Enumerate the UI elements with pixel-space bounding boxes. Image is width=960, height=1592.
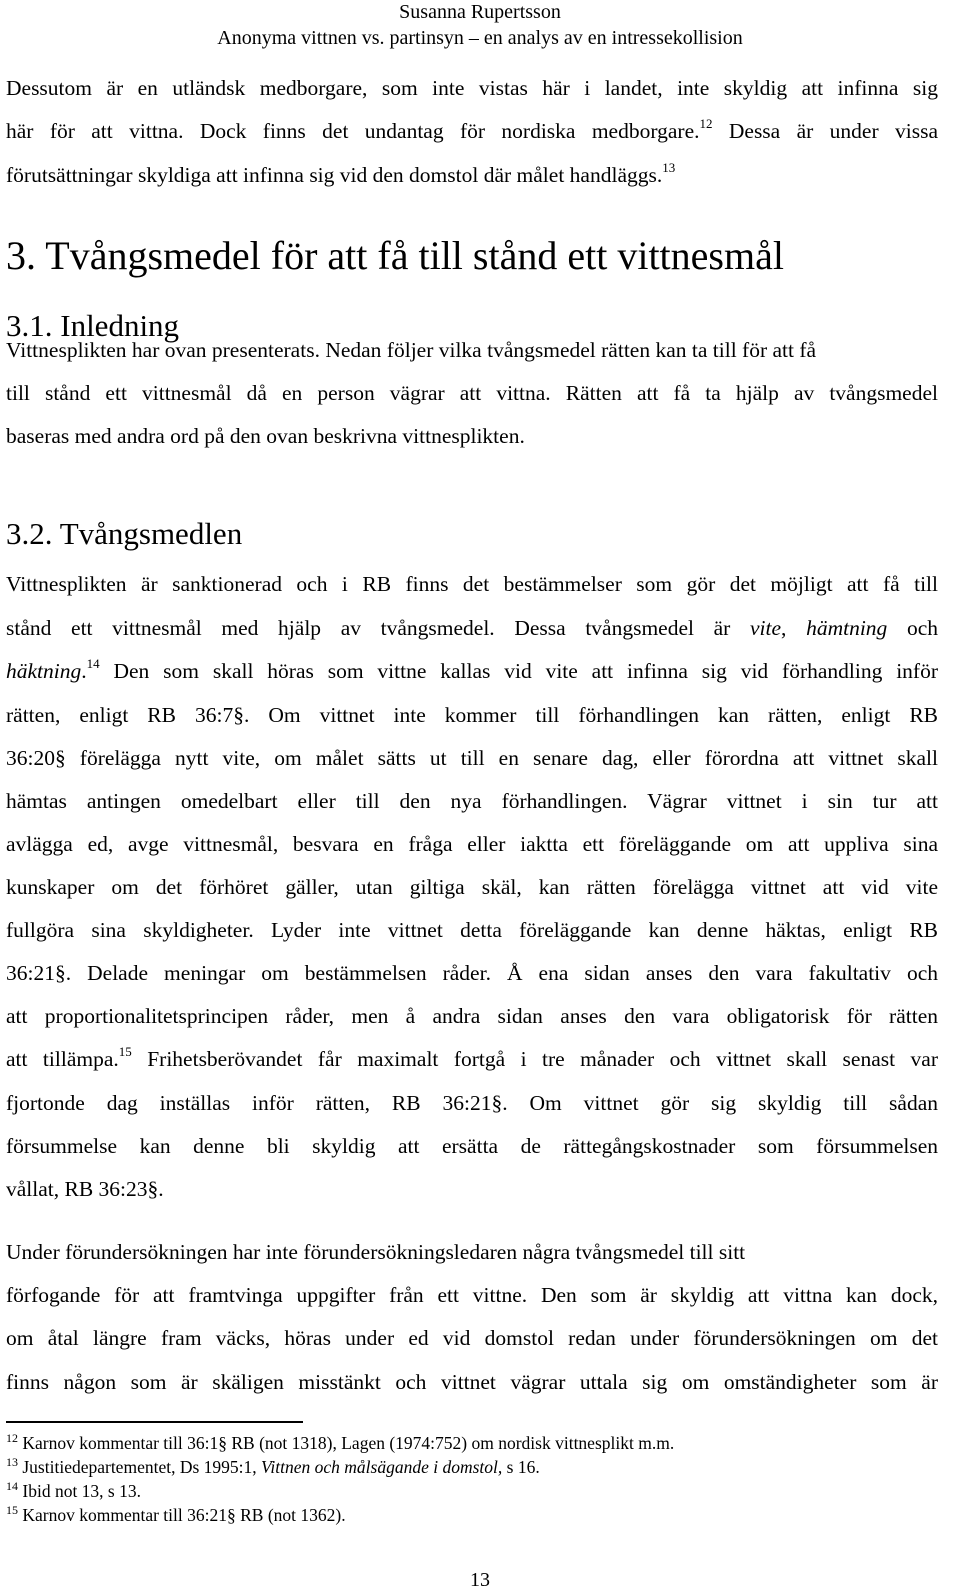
page-number: 13 [470,1569,490,1591]
body-line: kunskaper om det förhöret gäller, utan giltiga skäl, kan rätten förelägga vittnet att vid vite [6,875,938,899]
footnote-ref: 12 [699,116,713,131]
footnote: $^{13}$ Justitiedepartementet, Ds 1995:1, Vittnen och målsägande i domstol, s 16. [6,1455,540,1477]
body-line: fjortonde dag inställas inför rätten, RB 36:21§. Om vittnet gör sig skyldig till sådan [6,1091,938,1115]
body-line: 36:21§. Delade meningar om bestämmelsen råder. Å ena sidan anses den vara fakultativ och [6,961,938,985]
section-sign: § [54,961,66,985]
body-line: att proportionalitetsprincipen råder, men å andra sidan anses den vara obligatorisk för rätten [6,1004,938,1028]
body-line: Vittnesplikten är sanktionerad och i RB finns det bestämmelser som gör det möjligt att få till [6,572,938,596]
body-line: fullgöra sina skyldigheter. Lyder inte vittnet detta föreläggande kan denne häktas, enligt RB [6,918,938,942]
intro-line: här för att vittna. Dock finns det undantag för nordiska medborgare.$^{12}$ Dessa är under vissa [6,116,938,143]
body-line: till stånd ett vittnesmål då en person vägrar att vittna. Rätten att få ta hjälp av tvångsmedel [6,381,938,405]
body-line: hämtas antingen omedelbart eller till den nya förhandlingen. Vägrar vittnet i sin tur att [6,789,938,813]
body-line: om åtal längre fram väcks, höras under ed vid domstol redan under förundersökningen om det [6,1326,938,1350]
footnote-ref: 13 [662,160,676,175]
header-author: Susanna Rupertsson [399,1,561,23]
body-line: avlägga ed, avge vittnesmål, besvara en fråga eller iaktta ett föreläggande om att uppliva sina [6,832,938,856]
chapter-heading: 3. Tvångsmedel för att få till stånd ett vittnesmål [6,233,784,278]
body-line: finns någon som är skäligen misstänkt och vittnet vägrar uttala sig om omständigheter som är [6,1370,938,1394]
footnote-ref: 15 [118,1044,132,1059]
body-line: 36:20§ förelägga nytt vite, om målet sätts ut till en senare dag, eller förordna att vittnet skall [6,746,938,770]
body-line: baseras med andra ord på den ovan beskrivna vittnesplikten. [6,424,525,448]
body-line: stånd ett vittnesmål med hjälp av tvångsmedel. Dessa tvångsmedel är vite, hämtning och [6,616,939,640]
body-line: Under förundersökningen har inte förundersökningsledaren några tvångsmedel till sitt [6,1240,746,1264]
footnote: $^{15}$ Karnov kommentar till 36:21§ RB (not 1362). [6,1503,346,1525]
footnote-ref: 14 [86,656,100,671]
section-heading: 3.1. Inledning [6,308,180,343]
body-line: vållat, RB 36:23§. [6,1177,164,1201]
body-line: Vittnesplikten har ovan presenterats. Nedan följer vilka tvångsmedel rätten kan ta till för att få [6,338,817,362]
footnote-divider [6,1421,303,1423]
section-sign: § [147,1177,159,1201]
header-title: Anonyma vittnen vs. partinsyn – en analys av en intressekollision [217,27,743,49]
intro-line: Dessutom är en utländsk medborgare, som inte vistas här i landet, inte skyldig att infinna sig [6,76,938,100]
body-line: försummelse kan denne bli skyldig att ersätta de rättegångskostnader som försummelsen [6,1134,938,1158]
body-line: förfogande för att framtvinga uppgifter från ett vittne. Den som är skyldig att vittna kan dock, [6,1283,938,1307]
body-line: häktning.$^{14}$ Den som skall höras som vittne kallas vid vite att infinna sig vid förhandling inför [6,656,938,683]
footnote: $^{12}$ Karnov kommentar till 36:1§ RB (not 1318), Lagen (1974:752) om nordisk vittnesplikt m.m. [6,1431,675,1453]
section-sign: § [54,746,66,770]
section-heading: 3.2. Tvångsmedlen [6,516,243,551]
body-line: att tillämpa.$^{15}$ Frihetsberövandet får maximalt fortgå i tre månader och vittnet skall senast var [6,1044,938,1071]
footnote: $^{14}$ Ibid not 13, s 13. [6,1479,141,1501]
intro-line: förutsättningar skyldiga att infinna sig vid den domstol där målet handläggs.$^{13}$ [6,160,676,187]
section-sign: § [491,1091,503,1115]
body-line: rätten, enligt RB 36:7§. Om vittnet inte kommer till förhandlingen kan rätten, enligt RB [6,703,939,727]
section-sign: § [233,703,244,727]
